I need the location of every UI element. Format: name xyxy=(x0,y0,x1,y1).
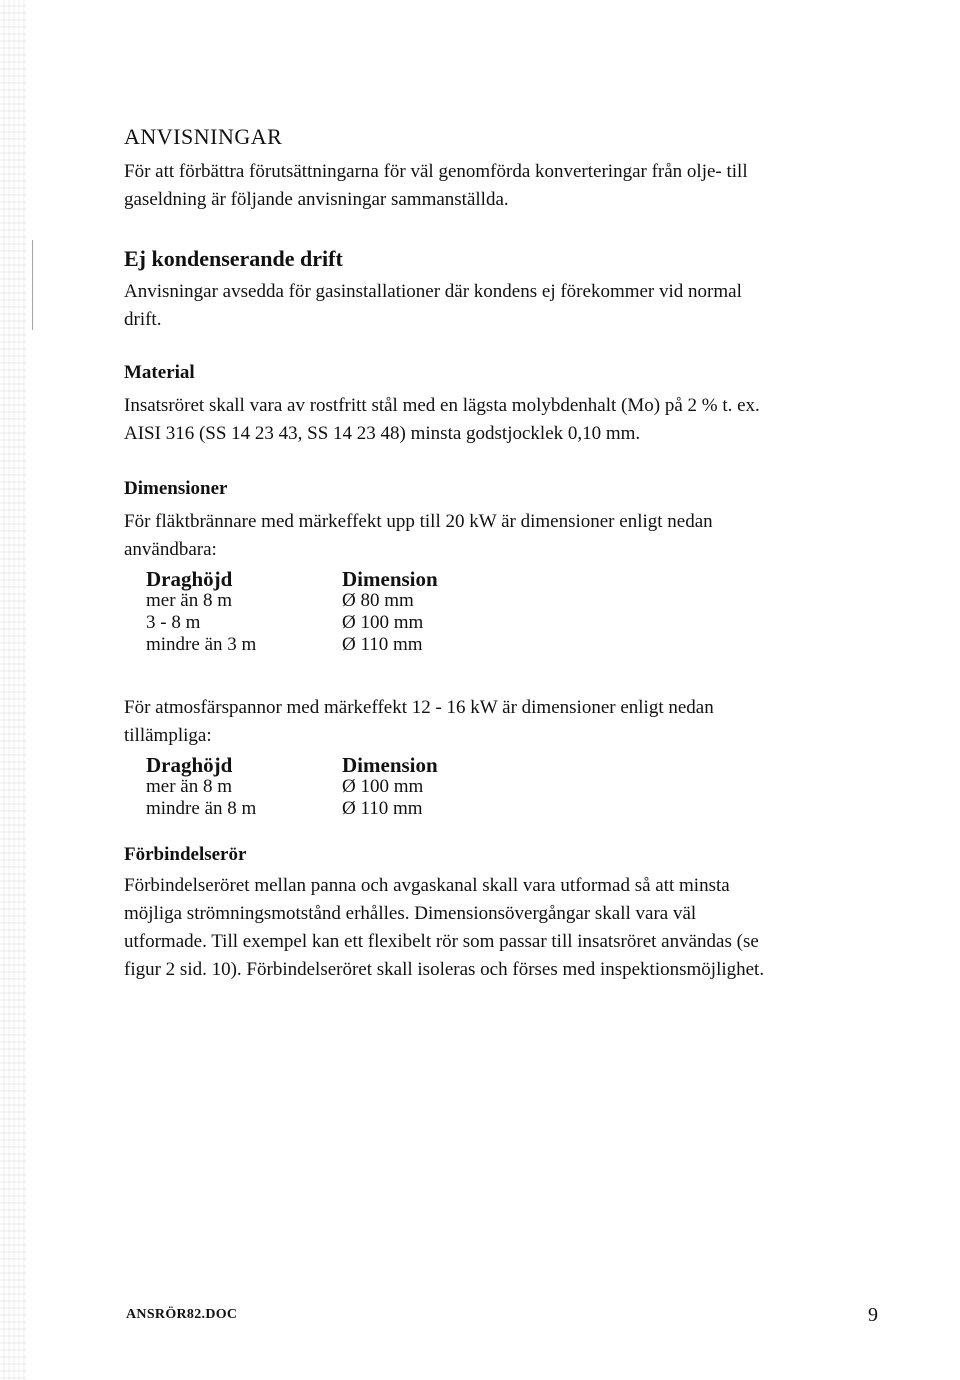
table-row xyxy=(146,776,582,798)
table-cell: Ø 100 mm xyxy=(342,776,424,797)
material-paragraph xyxy=(124,392,760,448)
table-cell: mer än 8 m xyxy=(146,590,233,611)
material-line: Insatsröret skall vara av rostfritt stål med en lägsta molybdenhalt (Mo) på 2 % t. ex. xyxy=(124,395,760,416)
forbindelse-line: utformade. Till exempel kan ett flexibelt rör som passar till insatsröret användas (se xyxy=(124,931,759,952)
section1-paragraph xyxy=(124,278,742,334)
atmosfar-paragraph xyxy=(124,694,714,750)
footer-page-number: 9 xyxy=(868,1304,878,1326)
dimension-table-flaktbrannare xyxy=(146,568,582,656)
table-cell: Ø 110 mm xyxy=(342,798,423,819)
table-cell: Ø 80 mm xyxy=(342,590,414,611)
section1-line: Anvisningar avsedda för gasinstallationer där kondens ej förekommer vid normal xyxy=(124,281,742,302)
page-title: ANVISNINGAR xyxy=(124,124,283,149)
table-cell: Ø 110 mm xyxy=(342,634,423,655)
table-header-dimension: Dimension xyxy=(342,753,438,777)
table-header-draghojd: Draghöjd xyxy=(146,753,233,777)
table-row xyxy=(146,590,582,612)
subheading-material: Material xyxy=(124,362,195,383)
forbindelse-line: Förbindelseröret mellan panna och avgaskanal skall vara utformad så att minsta xyxy=(124,875,730,896)
section-heading-ej-kondenserande: Ej kondenserande drift xyxy=(124,246,343,271)
dimensioner-line: För fläktbrännare med märkeffekt upp till 20 kW är dimensioner enligt nedan xyxy=(124,511,713,532)
table-header-dimension: Dimension xyxy=(342,567,438,591)
atmosfar-line: För atmosfärspannor med märkeffekt 12 - 16 kW är dimensioner enligt nedan xyxy=(124,697,714,718)
table-cell: mer än 8 m xyxy=(146,776,233,797)
scan-edge-artifact xyxy=(0,0,26,1380)
table-header-row xyxy=(146,754,582,776)
material-line: AISI 316 (SS 14 23 43, SS 14 23 48) minsta godstjocklek 0,10 mm. xyxy=(124,423,641,444)
intro-paragraph xyxy=(124,158,748,214)
table-header-row xyxy=(146,568,582,590)
dimensioner-paragraph xyxy=(124,508,713,564)
table-cell: mindre än 8 m xyxy=(146,798,257,819)
table-cell: 3 - 8 m xyxy=(146,612,201,633)
atmosfar-line: tillämpliga: xyxy=(124,725,212,746)
forbindelse-line: möjliga strömningsmotstånd erhålles. Dimensionsövergångar skall vara väl xyxy=(124,903,697,924)
dimension-table-atmosfarspannor xyxy=(146,754,582,820)
dimensioner-line: användbara: xyxy=(124,539,217,560)
table-header-draghojd: Draghöjd xyxy=(146,567,233,591)
intro-line: För att förbättra förutsättningarna för väl genomförda konverteringar från olje- till xyxy=(124,161,748,182)
subheading-dimensioner: Dimensioner xyxy=(124,478,228,499)
section1-line: drift. xyxy=(124,309,162,330)
table-row xyxy=(146,634,582,656)
table-cell: mindre än 3 m xyxy=(146,634,257,655)
intro-line: gaseldning är följande anvisningar sammanställda. xyxy=(124,189,509,210)
table-row xyxy=(146,798,582,820)
footer-document-name: ANSRÖR82.DOC xyxy=(126,1307,238,1322)
table-row xyxy=(146,612,582,634)
subheading-forbindelseror: Förbindelserör xyxy=(124,844,247,865)
scan-line-artifact xyxy=(32,240,33,330)
forbindelse-line: figur 2 sid. 10). Förbindelseröret skall isoleras och förses med inspektionsmöjlighet. xyxy=(124,959,765,980)
table-cell: Ø 100 mm xyxy=(342,612,424,633)
forbindelse-paragraph xyxy=(124,872,764,984)
